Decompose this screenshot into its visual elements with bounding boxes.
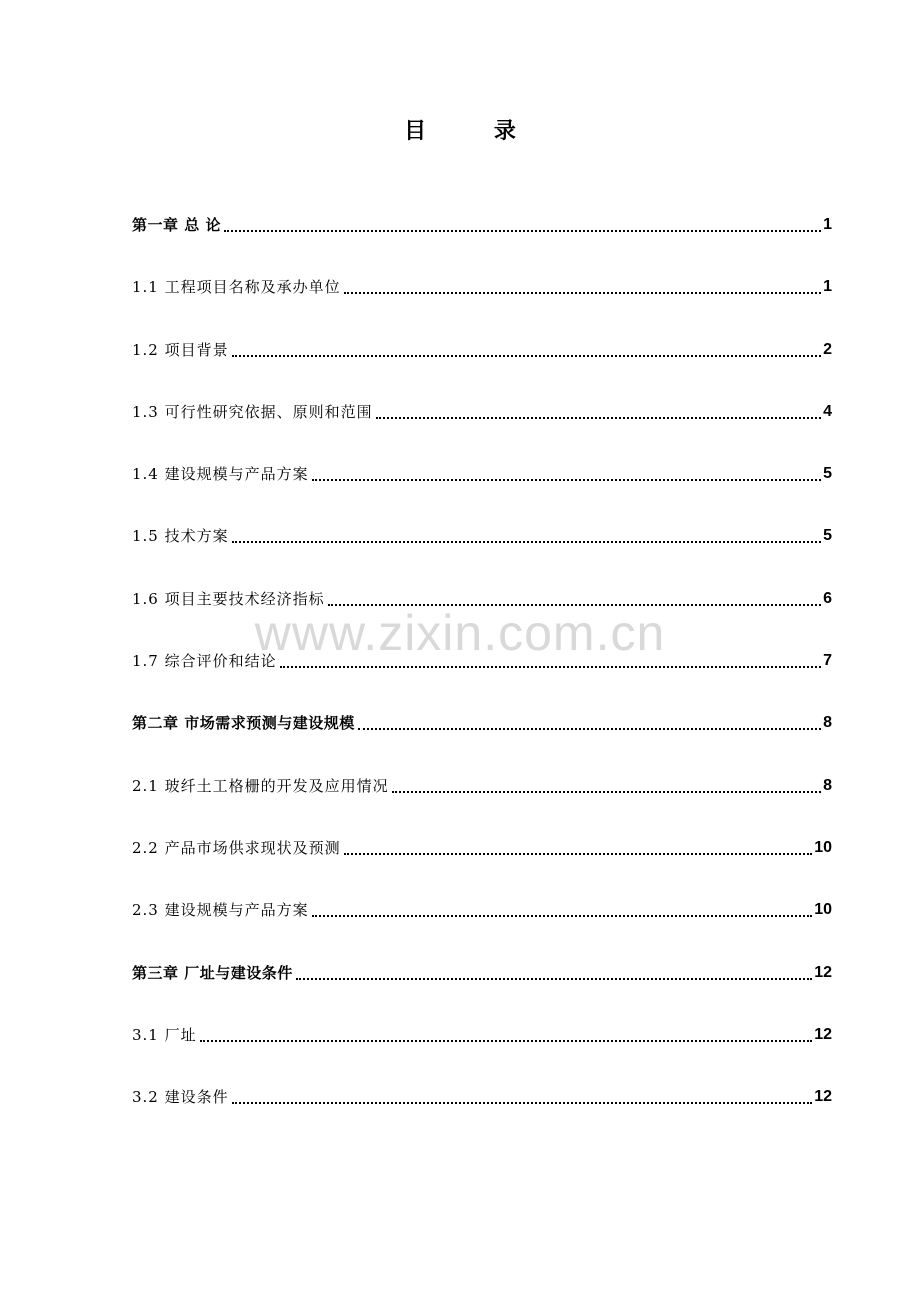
dot-leader xyxy=(376,398,821,419)
toc-entry-label: 2.1 玻纤土工格栅的开发及应用情况 xyxy=(132,776,389,795)
toc-entry-label: 1.3 可行性研究依据、原则和范围 xyxy=(132,402,373,421)
toc-section-entry[interactable] xyxy=(132,522,832,584)
dot-leader xyxy=(344,834,813,855)
toc-chapter-entry[interactable] xyxy=(132,709,832,771)
toc-page-number: 7 xyxy=(823,652,832,670)
toc-entry-label: 1.2 项目背景 xyxy=(132,340,229,359)
dot-leader xyxy=(232,1083,813,1104)
toc-page-number: 12 xyxy=(814,1025,832,1043)
toc-section-entry[interactable] xyxy=(132,585,832,647)
toc-page-number: 8 xyxy=(823,776,832,794)
dot-leader xyxy=(200,1021,813,1042)
table-of-contents xyxy=(132,211,832,1145)
toc-page-number: 12 xyxy=(814,963,832,981)
toc-page-number: 4 xyxy=(823,402,832,420)
toc-entry-label: 第三章 厂址与建设条件 xyxy=(132,963,293,982)
toc-section-entry[interactable] xyxy=(132,772,832,834)
toc-section-entry[interactable] xyxy=(132,896,832,958)
toc-chapter-entry[interactable] xyxy=(132,211,832,273)
dot-leader xyxy=(344,273,821,294)
toc-entry-label: 2.2 产品市场供求现状及预测 xyxy=(132,838,341,857)
toc-entry-label: 3.2 建设条件 xyxy=(132,1088,229,1107)
dot-leader xyxy=(232,336,821,357)
dot-leader xyxy=(328,585,821,606)
watermark: www.zixin.com.cn xyxy=(254,605,666,661)
toc-page-number: 5 xyxy=(823,527,832,545)
toc-page-number: 6 xyxy=(823,589,832,607)
toc-section-entry[interactable] xyxy=(132,336,832,398)
dot-leader xyxy=(312,460,821,481)
toc-page-number: 10 xyxy=(814,901,832,919)
toc-section-entry[interactable] xyxy=(132,647,832,709)
dot-leader xyxy=(392,772,821,793)
toc-section-entry[interactable] xyxy=(132,460,832,522)
toc-page-number: 12 xyxy=(814,1088,832,1106)
toc-entry-label: 第一章 总 论 xyxy=(132,216,221,234)
toc-entry-label: 2.3 建设规模与产品方案 xyxy=(132,901,309,920)
toc-chapter-entry[interactable] xyxy=(132,959,832,1021)
dot-leader xyxy=(224,211,821,232)
dot-leader xyxy=(280,647,821,668)
toc-entry-label: 3.1 厂址 xyxy=(132,1025,197,1044)
toc-section-entry[interactable] xyxy=(132,398,832,460)
toc-page-number: 5 xyxy=(823,465,832,483)
toc-page-number: 10 xyxy=(814,838,832,856)
toc-section-entry[interactable] xyxy=(132,1083,832,1145)
toc-entry-label: 1.5 技术方案 xyxy=(132,527,229,546)
dot-leader xyxy=(232,522,821,543)
toc-entry-label: 1.1 工程项目名称及承办单位 xyxy=(132,278,341,297)
toc-section-entry[interactable] xyxy=(132,1021,832,1083)
toc-entry-label: 1.7 综合评价和结论 xyxy=(132,652,277,671)
dot-leader xyxy=(358,709,821,730)
toc-page-number: 1 xyxy=(823,216,832,233)
toc-page-number: 1 xyxy=(823,278,832,296)
toc-page-number: 8 xyxy=(823,714,832,732)
dot-leader xyxy=(296,959,812,980)
toc-entry-label: 第二章 市场需求预测与建设规模 xyxy=(132,714,355,733)
page-title: 目 录 xyxy=(404,119,546,144)
toc-entry-label: 1.6 项目主要技术经济指标 xyxy=(132,589,325,608)
toc-entry-label: 1.4 建设规模与产品方案 xyxy=(132,465,309,484)
toc-section-entry[interactable] xyxy=(132,273,832,335)
toc-page-number: 2 xyxy=(823,340,832,358)
dot-leader xyxy=(312,896,813,917)
toc-section-entry[interactable] xyxy=(132,834,832,896)
